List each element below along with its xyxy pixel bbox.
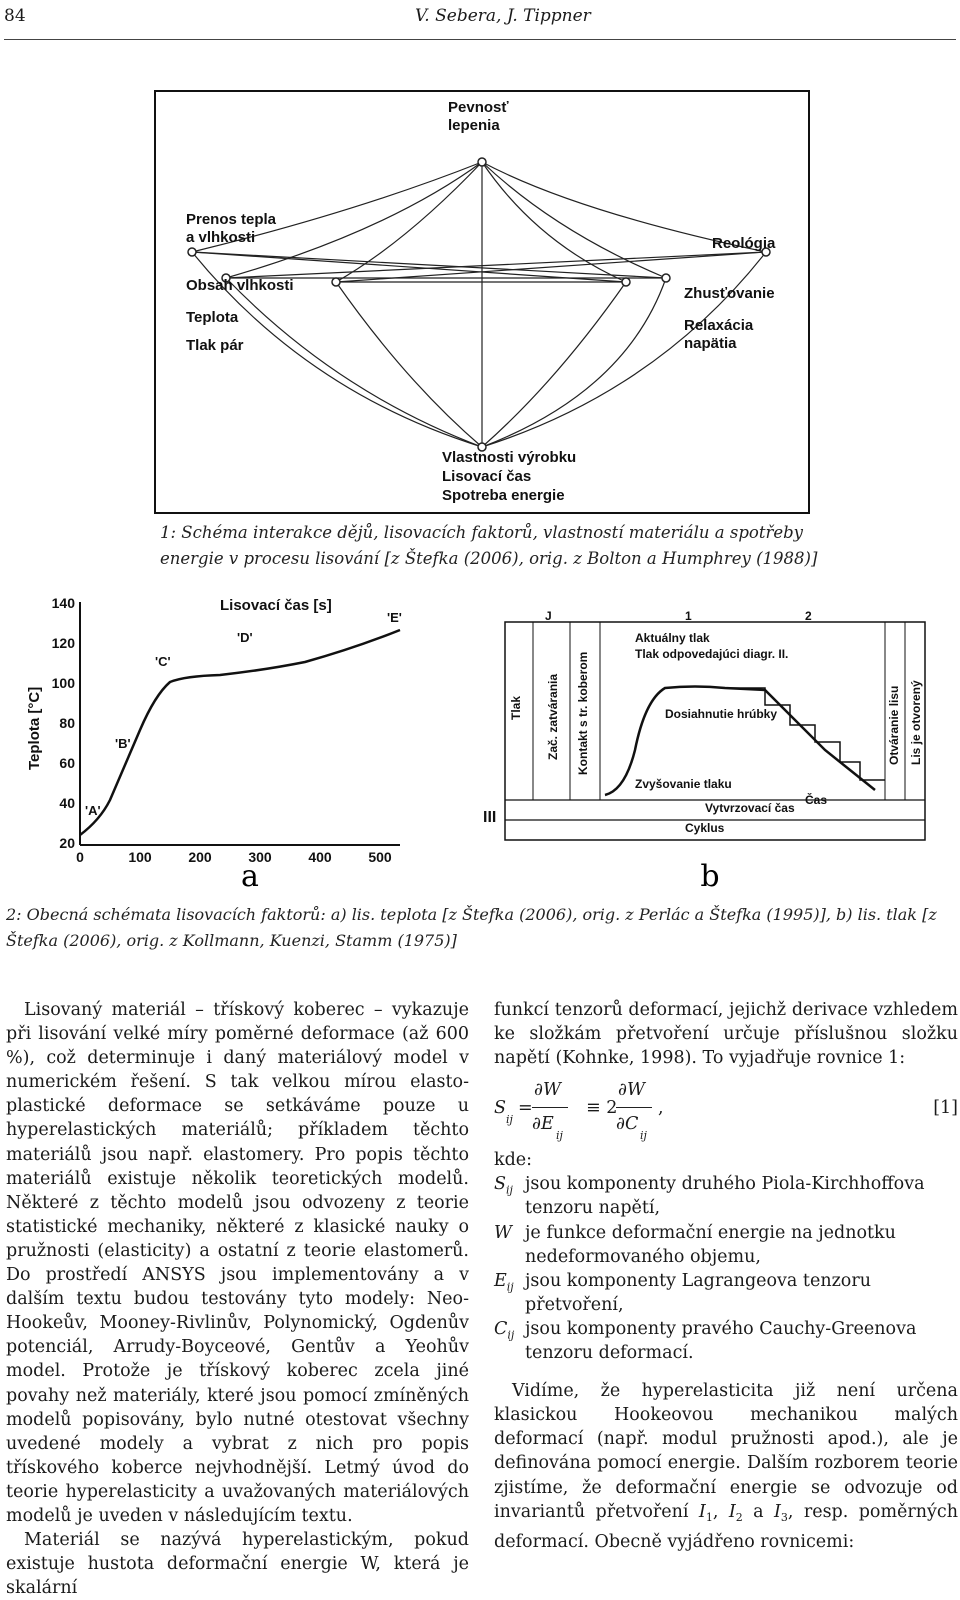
header-rule	[4, 39, 956, 40]
paragraph-continuation: funkcí tenzorů deformací, jejichž derivace vzhledem ke složkám přetvoření určuje příslušnou složku napětí (Kohnke, 1998). To vyjadřuje rovnice 1:	[494, 1000, 958, 1069]
node-markers	[188, 158, 770, 451]
node-top-line1: Pevnosť	[448, 99, 509, 116]
page-number: 84	[4, 6, 26, 26]
figure-2-pressing-factors	[5, 590, 940, 890]
x-tick-300: 300	[248, 849, 272, 865]
definition-s	[494, 1172, 958, 1220]
node-right-3a: Relaxácia	[684, 317, 754, 334]
def-c-symbol: C	[494, 1318, 508, 1339]
node-right-3b: napätia	[684, 335, 737, 352]
eq-num1: ∂W	[534, 1080, 562, 1101]
right-text-column	[494, 998, 958, 1554]
def-w-text: je funkce deformační energie na jednotku nedeformovaného objemu,	[525, 1222, 896, 1267]
vlabel-open: Lis je otvorený	[909, 680, 923, 765]
label-curing-time: Vytvrzovací čas	[705, 801, 795, 815]
y-tick-80: 80	[59, 715, 75, 731]
eq-den1: ∂E	[532, 1114, 554, 1135]
node-bottom-1: Vlastnosti výrobku	[442, 449, 577, 466]
cross-line-2	[226, 252, 766, 278]
node-left-2: Obsah vlhkosti	[186, 277, 294, 294]
x-tick-0: 0	[76, 849, 84, 865]
label-iii: III	[483, 809, 497, 826]
eq-comma: ,	[658, 1098, 664, 1119]
vlabel-pressure: Tlak	[509, 695, 523, 720]
legend-actual: Aktuálny tlak	[635, 631, 710, 645]
inv-i1-sub: 1	[705, 1510, 713, 1524]
eq-number: [1]	[933, 1098, 958, 1119]
reference-pressure-steps	[725, 688, 885, 780]
vlabel-opening: Otváranie lisu	[887, 685, 901, 765]
definition-c	[494, 1317, 958, 1365]
figure-1-interaction-diagram	[154, 90, 810, 514]
panel-b	[483, 609, 925, 890]
y-tick-60: 60	[59, 755, 75, 771]
figure-1-svg	[156, 92, 808, 512]
x-tick-100: 100	[128, 849, 152, 865]
y-tick-100: 100	[51, 675, 75, 691]
inv-i2-sub: 2	[735, 1510, 743, 1524]
label-pressure-increase: Zvyšovanie tlaku	[635, 777, 732, 791]
node-bottom-3: Spotreba energie	[442, 487, 565, 504]
phase-2: 2	[805, 609, 812, 623]
x-tick-200: 200	[188, 849, 212, 865]
vlabel-contact: Kontakt s tr. koberom	[576, 651, 590, 775]
point-d: 'D'	[237, 630, 253, 645]
figure-2-svg	[5, 590, 940, 890]
inv-sep1: ,	[712, 1501, 729, 1522]
inv-i3-sub: 3	[780, 1510, 788, 1524]
node-right-2: Zhusťovanie	[684, 285, 775, 302]
temperature-curve	[80, 630, 400, 835]
phase-1: 1	[685, 609, 692, 623]
y-tick-120: 120	[51, 635, 75, 651]
point-c: 'C'	[155, 654, 171, 669]
def-c-text: jsou komponenty pravého Cauchy-Greenova tenzoru deformací.	[525, 1318, 917, 1364]
def-e-sub: ij	[506, 1280, 514, 1294]
line-top-right3	[482, 162, 626, 282]
inv-sep2: a	[742, 1501, 774, 1522]
eq-num2: ∂W	[618, 1080, 646, 1101]
inv-i1: I	[698, 1501, 706, 1522]
inv-i3: I	[773, 1501, 781, 1522]
panel-a	[26, 595, 402, 890]
node-bottom-2: Lisovací čas	[442, 468, 532, 485]
definition-e	[494, 1269, 958, 1317]
p2-text-b: , resp. poměrných deformací. Obecně vyjádřeno rovnicemi:	[494, 1501, 958, 1552]
phase-j: J	[545, 609, 552, 623]
panel-b-label: b	[700, 859, 720, 890]
eq-fraction-bar-2	[616, 1107, 652, 1108]
line-bot-left2	[226, 278, 482, 447]
where-label: kde:	[494, 1150, 533, 1171]
node-left-1a: Prenos tepla	[186, 211, 277, 228]
paragraph-hyperelastic-def: Materiál se nazývá hyperelastickým, pokud existuje hustota deformační energie W, která je skalární	[6, 1530, 469, 1599]
def-s-symbol: S	[494, 1174, 506, 1195]
eq-lhs-sub: ij	[506, 1113, 513, 1127]
label-thickness: Dosiahnutie hrúbky	[665, 707, 778, 721]
y-tick-40: 40	[59, 795, 75, 811]
definition-w	[494, 1221, 958, 1269]
cross-line-1	[192, 252, 666, 278]
node-left-3: Teplota	[186, 309, 239, 326]
left-text-column	[6, 998, 469, 1600]
label-time: Čas	[805, 793, 828, 807]
eq-lhs: S	[494, 1098, 506, 1119]
p2-text-a: Vidíme, že hyperelasticita již není určena klasickou Hookeovou mechanikou malých deformací (např. modul pružnosti apod.), ale je definována pomocí energie. Dalším rozborem teorie zjistíme, že deformační energie se odvozuje od invariantů přetvoření	[494, 1381, 958, 1522]
vlabel-start-closing: Zač. zatvárania	[546, 673, 560, 760]
point-b: 'B'	[115, 736, 131, 751]
def-c-sub: ij	[507, 1328, 515, 1342]
def-e-text: jsou komponenty Lagrangeova tenzoru přetvoření,	[525, 1270, 871, 1315]
y-tick-140: 140	[51, 595, 75, 611]
x-tick-500: 500	[368, 849, 392, 865]
page-header	[4, 6, 956, 40]
eq-fraction-bar-1	[532, 1107, 568, 1108]
def-s-sub: ij	[506, 1183, 513, 1197]
panel-a-ylabel: Teplota [°C]	[26, 686, 43, 770]
paragraph-intro: Lisovaný materiál – třískový koberec – vykazuje při lisování velké míry poměrné deformace (až 600 %), což determinuje i daný materiálový model v numerickém řešení. S tak velkou mírou elasto-plastické deformace se setkáváme pouze u hyperelastických materiálů; příkladem těchto materiálů jsou např. elastomery. Pro popis těchto materiálů existuje několik teoretických modelů. Některé z těchto modelů jsou odvozeny z teorie statistické mechaniky, některé z klasické nauky o pružnosti (elasticity) a ostatní z teorie elastomerů. Do prostředí ANSYS jsou implementovány a v dalším textu budou testovány tyto modely: Neo-Hookeův, Mooney-Rivlinův, Polynomický, Ogdenův potenciál, Arrudy-Boyceové, Gentův a Yeohův model. Protože je třískový koberec zcela jiné povahy než materiály, které jsou pomocí zmíněných modelů popisovány, bylo nutné otestovat všechny uvedené modely a vybrat z nich pro popis třískového koberce nejvhodnější. Letmý úvod do teorie hyperelasticity a uvažovaných materiálových modelů je uveden v následujícím textu.	[6, 1000, 469, 1526]
panel-a-title: Lisovací čas [s]	[220, 597, 332, 614]
paragraph-hyperelasticity-energy	[494, 1379, 958, 1554]
point-a: 'A'	[85, 803, 101, 818]
inv-i2: I	[728, 1501, 736, 1522]
eq-equiv: ≡ 2	[586, 1098, 618, 1119]
def-w-symbol: W	[494, 1222, 512, 1243]
node-left-1b: a vlhkosti	[186, 229, 256, 246]
x-tick-400: 400	[308, 849, 332, 865]
running-head-authors: V. Sebera, J. Tippner	[415, 6, 591, 26]
y-tick-20: 20	[59, 835, 75, 851]
panel-a-label: a	[241, 859, 259, 890]
interaction-lines	[192, 162, 766, 447]
node-right-1: Reológia	[712, 235, 776, 252]
figure-2-caption: 2: Obecná schémata lisovacích faktorů: a) lis. teplota [z Štefka (2006), orig. z Perlác a Štefka (1995)], b) lis. tlak [z Štefka (2006), orig. z Kollmann, Kuenzi, Stamm (1975)]	[6, 905, 937, 950]
eq-den2-sub: ij	[640, 1129, 647, 1143]
def-e-symbol: E	[494, 1270, 507, 1291]
def-s-text: jsou komponenty druhého Piola-Kirchhoffova tenzoru napětí,	[525, 1174, 925, 1219]
node-left-4: Tlak pár	[186, 337, 244, 354]
eq-equals: =	[518, 1098, 533, 1119]
eq-den1-sub: ij	[556, 1129, 563, 1143]
equation-1	[494, 1076, 958, 1148]
eq-den2: ∂C	[616, 1114, 639, 1135]
node-top-line2: lepenia	[448, 117, 500, 134]
label-cycle: Cyklus	[685, 821, 725, 835]
line-bot-left3	[336, 282, 482, 447]
point-e: 'E'	[387, 610, 402, 625]
figure-1-caption: 1: Schéma interakce dějů, lisovacích faktorů, vlastností materiálu a spotřeby energie v procesu lisování [z Štefka (2006), orig. z Bolton a Humphrey (1988)]	[160, 523, 818, 568]
legend-reference: Tlak odpovedajúci diagr. II.	[635, 647, 789, 661]
line-bot-right3	[482, 282, 626, 447]
